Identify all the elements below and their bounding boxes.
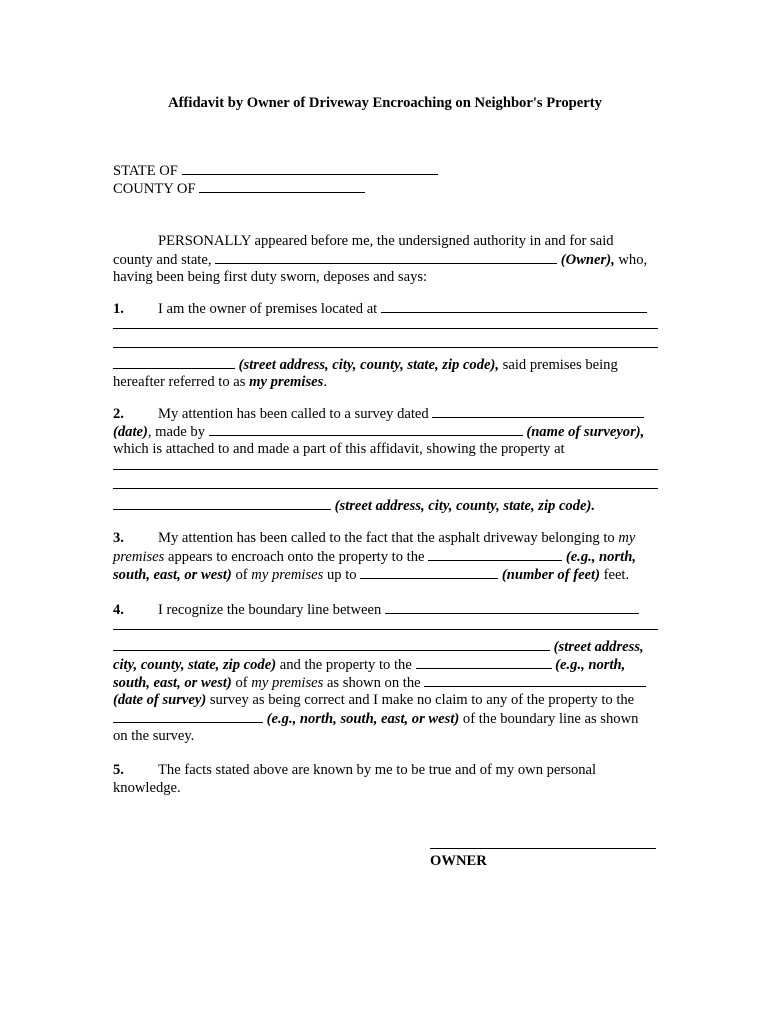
encroach-direction-blank[interactable]	[428, 547, 562, 561]
owner-hint: (Owner),	[560, 252, 615, 268]
premises-term: premises	[113, 549, 165, 565]
date-hint: (date)	[113, 424, 148, 440]
paragraph-1	[113, 299, 658, 391]
feet-text: feet.	[603, 567, 630, 583]
of-text-2: of	[235, 675, 248, 691]
paragraph-3-number: 3.	[113, 530, 124, 546]
feet-hint: (number of feet)	[501, 567, 600, 583]
my-premises-term: my premises	[249, 374, 324, 390]
of-text: of	[235, 567, 248, 583]
owner-name-blank[interactable]	[215, 250, 557, 264]
premises-line-2[interactable]	[113, 317, 658, 329]
signature-block	[430, 838, 656, 870]
paragraph-1-hereafter: hereafter referred to as	[113, 374, 246, 390]
venue-block	[113, 161, 658, 197]
paragraph-2-text: My attention has been called to a survey dated	[158, 406, 429, 422]
paragraph-4-last: on the survey.	[113, 728, 195, 744]
direction-hint-d: south, east, or west)	[113, 675, 232, 691]
address-hint-b: city, county, state, zip code)	[113, 657, 277, 673]
property-address-hint: (street address, city, county, state, zip code).	[334, 498, 595, 514]
property-line-1[interactable]	[113, 458, 658, 470]
feet-blank[interactable]	[360, 565, 498, 579]
paragraph-4	[113, 600, 658, 745]
address-hint-a: (street address,	[553, 639, 644, 655]
and-property-text: and the property to the	[279, 657, 412, 673]
claim-direction-blank[interactable]	[113, 709, 263, 723]
period: .	[323, 374, 327, 390]
boundary-line-2[interactable]	[113, 618, 658, 630]
survey-date-blank[interactable]	[432, 404, 644, 418]
boundary-line-3-blank[interactable]	[113, 637, 550, 651]
paragraph-3-text: My attention has been called to the fact that the asphalt driveway belonging to	[158, 530, 615, 546]
state-label: STATE OF	[113, 163, 178, 179]
surveyor-name-blank[interactable]	[209, 422, 523, 436]
intro-line-3: having been being first duty sworn, deposes and says:	[113, 269, 428, 285]
owner-signature-line[interactable]	[430, 838, 656, 849]
direction-hint-b: south, east, or west)	[113, 567, 232, 583]
paragraph-4-number: 4.	[113, 602, 124, 618]
document-title: Affidavit by Owner of Driveway Encroaching on Neighbor's Property	[168, 95, 602, 111]
state-blank[interactable]	[182, 161, 438, 175]
up-to-text: up to	[326, 567, 357, 583]
paragraph-1-text: I am the owner of premises located at	[158, 301, 378, 317]
direction-hint-c: (e.g., north,	[555, 657, 626, 673]
survey-text: survey as being correct and I make no claim to any of the property to the	[209, 692, 635, 708]
paragraph-5	[113, 761, 658, 797]
surveyor-hint: (name of surveyor),	[526, 424, 645, 440]
paragraph-2	[113, 404, 658, 514]
property-direction-blank[interactable]	[416, 655, 552, 669]
my-premises-term-3: my premises	[251, 675, 324, 691]
paragraph-4-text: I recognize the boundary line between	[158, 602, 382, 618]
property-line-3-blank[interactable]	[113, 496, 331, 510]
date-of-survey-hint: (date of survey)	[113, 692, 207, 708]
paragraph-5-text: The facts stated above are known by me to be true and of my own personal	[158, 762, 597, 778]
paragraph-5-line-2: knowledge.	[113, 780, 181, 796]
property-line-2[interactable]	[113, 477, 658, 489]
my-premises-term-2: my premises	[251, 567, 324, 583]
my-term: my	[618, 530, 636, 546]
direction-hint-e: (e.g., north, south, east, or west)	[266, 711, 460, 727]
county-label: COUNTY OF	[113, 181, 196, 197]
made-by-text: , made by	[147, 424, 206, 440]
boundary-address-blank[interactable]	[385, 600, 639, 614]
paragraph-3-mid: appears to encroach onto the property to the	[168, 549, 425, 565]
boundary-text: of the boundary line as shown	[462, 711, 639, 727]
paragraph-3	[113, 529, 658, 583]
paragraph-1-number: 1.	[113, 301, 124, 317]
direction-hint-a: (e.g., north,	[565, 549, 636, 565]
premises-location-blank[interactable]	[381, 299, 647, 313]
premises-line-4-blank[interactable]	[113, 355, 235, 369]
survey-date-blank-2[interactable]	[424, 673, 646, 687]
owner-label: OWNER	[430, 853, 487, 869]
intro-county-state: county and state,	[113, 252, 212, 268]
paragraph-2-number: 2.	[113, 406, 124, 422]
paragraph-2-line-3: which is attached to and made a part of this affidavit, showing the property at	[113, 441, 565, 457]
intro-paragraph	[113, 232, 658, 286]
intro-who: who,	[618, 252, 648, 268]
county-blank[interactable]	[199, 179, 365, 193]
paragraph-5-number: 5.	[113, 762, 124, 778]
premises-line-3[interactable]	[113, 336, 658, 348]
address-hint: (street address, city, county, state, zip code),	[238, 357, 499, 373]
shown-on-text: as shown on the	[326, 675, 421, 691]
intro-line-1: PERSONALLY appeared before me, the undersigned authority in and for said	[158, 233, 614, 249]
paragraph-1-post: said premises being	[502, 357, 618, 373]
